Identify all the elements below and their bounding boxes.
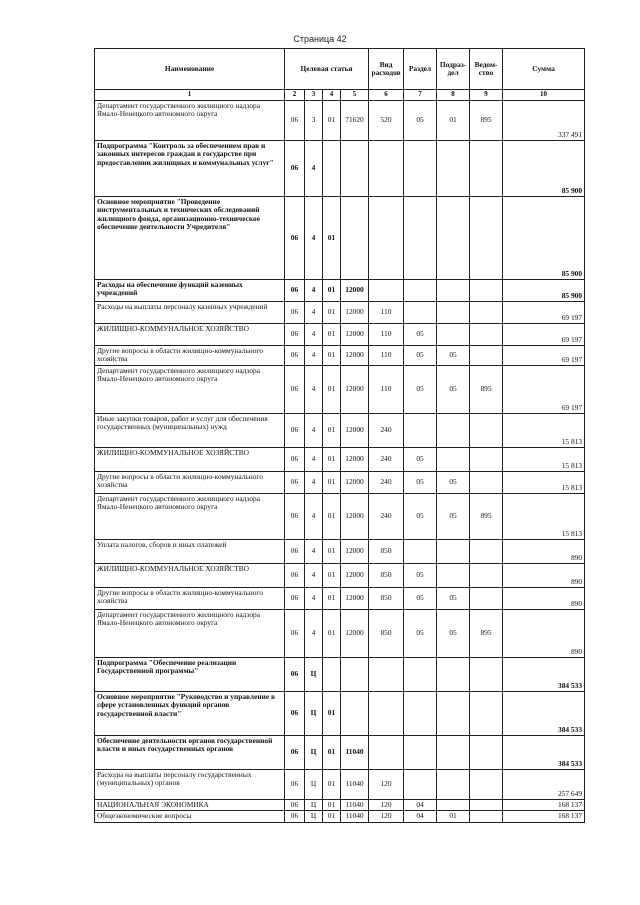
target-article-part-4: 12000 [341, 588, 369, 610]
row-sum: 15 813 [503, 414, 585, 448]
expense-type-code: 240 [369, 414, 404, 448]
department-code [470, 280, 503, 302]
target-article-part-4: 12000 [341, 280, 369, 302]
table-row [95, 736, 585, 770]
target-article-part-2: 4 [305, 324, 323, 346]
target-article-part-1: 06 [285, 346, 305, 366]
target-article-part-1: 06 [285, 472, 305, 494]
section-code: 04 [404, 800, 437, 811]
column-number: 6 [369, 90, 404, 101]
target-article-part-4: 11040 [341, 811, 369, 822]
target-article-part-2: 4 [305, 346, 323, 366]
target-article-part-4 [341, 658, 369, 692]
section-code: 05 [404, 346, 437, 366]
row-sum: 384 533 [503, 736, 585, 770]
target-article-part-3: 01 [323, 540, 341, 564]
target-article-part-1: 06 [285, 692, 305, 736]
row-sum: 85 900 [503, 197, 585, 280]
target-article-part-2: 4 [305, 280, 323, 302]
expense-type-code: 120 [369, 811, 404, 822]
department-code [470, 197, 503, 280]
section-code: 05 [404, 610, 437, 658]
target-article-part-1: 06 [285, 811, 305, 822]
section-code: 05 [404, 588, 437, 610]
subsection-code [437, 540, 470, 564]
row-name: Расходы на обеспечение функций казенных учреждений [95, 280, 285, 302]
expense-type-code [369, 736, 404, 770]
table-row [95, 588, 585, 610]
section-code: 04 [404, 811, 437, 822]
target-article-part-4: 11040 [341, 800, 369, 811]
table-row [95, 414, 585, 448]
target-article-part-1: 06 [285, 280, 305, 302]
table-row [95, 811, 585, 822]
section-code [404, 692, 437, 736]
target-article-part-3: 01 [323, 610, 341, 658]
row-name: ЖИЛИЩНО-КОММУНАЛЬНОЕ ХОЗЯЙСТВО [95, 448, 285, 472]
row-name: Расходы на выплаты персоналу государственных (муниципальных) органов [95, 770, 285, 800]
row-name: Расходы на выплаты персоналу казенных учреждений [95, 302, 285, 324]
row-name: Департамент государственного жилищного надзора Ямало-Ненецкого автономного округа [95, 610, 285, 658]
subsection-code [437, 197, 470, 280]
expense-type-code: 120 [369, 800, 404, 811]
row-sum: 337 491 [503, 101, 585, 141]
subsection-code [437, 770, 470, 800]
target-article-part-3: 01 [323, 494, 341, 540]
target-article-part-2: Ц [305, 692, 323, 736]
target-article-part-2: 4 [305, 197, 323, 280]
target-article-part-4: 12000 [341, 564, 369, 588]
budget-table [94, 48, 585, 823]
section-code: 05 [404, 472, 437, 494]
subsection-code [437, 736, 470, 770]
target-article-part-3: 01 [323, 280, 341, 302]
row-sum: 890 [503, 564, 585, 588]
subsection-code: 05 [437, 346, 470, 366]
target-article-part-4: 12000 [341, 494, 369, 540]
target-article-part-1: 06 [285, 302, 305, 324]
subsection-code [437, 324, 470, 346]
table-row [95, 692, 585, 736]
subsection-code [437, 800, 470, 811]
department-code [470, 346, 503, 366]
target-article-part-3: 01 [323, 197, 341, 280]
row-sum: 384 533 [503, 692, 585, 736]
column-number-row [95, 90, 585, 101]
target-article-part-3: 01 [323, 588, 341, 610]
section-code: 05 [404, 564, 437, 588]
target-article-part-1: 06 [285, 540, 305, 564]
row-sum: 15 813 [503, 494, 585, 540]
department-code [470, 302, 503, 324]
target-article-part-2: Ц [305, 658, 323, 692]
target-article-part-4: 12000 [341, 610, 369, 658]
section-code [404, 540, 437, 564]
section-code: 05 [404, 101, 437, 141]
target-article-part-3: 01 [323, 770, 341, 800]
target-article-part-2: 4 [305, 588, 323, 610]
target-article-part-2: 4 [305, 472, 323, 494]
row-name: Общеэкономические вопросы [95, 811, 285, 822]
section-code: 05 [404, 494, 437, 540]
row-sum: 69 197 [503, 302, 585, 324]
row-name: Другие вопросы в области жилищно-коммунального хозяйства [95, 346, 285, 366]
row-name: ЖИЛИЩНО-КОММУНАЛЬНОЕ ХОЗЯЙСТВО [95, 324, 285, 346]
section-code: 05 [404, 448, 437, 472]
table-row [95, 448, 585, 472]
department-code [470, 588, 503, 610]
target-article-part-1: 06 [285, 658, 305, 692]
table-row [95, 494, 585, 540]
target-article-part-2: 4 [305, 610, 323, 658]
row-sum: 85 900 [503, 141, 585, 197]
row-name: НАЦИОНАЛЬНАЯ ЭКОНОМИКА [95, 800, 285, 811]
target-article-part-3: 01 [323, 736, 341, 770]
row-sum: 890 [503, 540, 585, 564]
section-code [404, 302, 437, 324]
row-name: Иные закупки товаров, работ и услуг для обеспечения государственных (муниципальных) нужд [95, 414, 285, 448]
row-sum: 168 137 [503, 811, 585, 822]
row-name: Департамент государственного жилищного надзора Ямало-Ненецкого автономного округа [95, 366, 285, 414]
department-code [470, 811, 503, 822]
subsection-code: 05 [437, 366, 470, 414]
table-row [95, 101, 585, 141]
row-name: Департамент государственного жилищного надзора Ямало-Ненецкого автономного округа [95, 101, 285, 141]
header-subsection: Подраз-дел [437, 49, 470, 90]
target-article-part-4: 12000 [341, 414, 369, 448]
target-article-part-3 [323, 141, 341, 197]
department-code [470, 800, 503, 811]
expense-type-code: 520 [369, 101, 404, 141]
expense-type-code: 850 [369, 540, 404, 564]
department-code: 895 [470, 494, 503, 540]
row-sum: 69 197 [503, 324, 585, 346]
expense-type-code: 240 [369, 472, 404, 494]
target-article-part-2: Ц [305, 811, 323, 822]
target-article-part-4: 71620 [341, 101, 369, 141]
column-number: 10 [503, 90, 585, 101]
header-target-article: Целевая статья [285, 49, 369, 90]
department-code [470, 141, 503, 197]
target-article-part-1: 06 [285, 414, 305, 448]
table-row [95, 366, 585, 414]
section-code [404, 414, 437, 448]
target-article-part-1: 06 [285, 770, 305, 800]
column-number: 3 [305, 90, 323, 101]
header-name: Наименование [95, 49, 285, 90]
header-section: Раздел [404, 49, 437, 90]
expense-type-code [369, 658, 404, 692]
target-article-part-4: 12000 [341, 324, 369, 346]
column-number: 2 [285, 90, 305, 101]
department-code [470, 770, 503, 800]
expense-type-code [369, 197, 404, 280]
target-article-part-3: 01 [323, 324, 341, 346]
department-code: 895 [470, 101, 503, 141]
section-code [404, 658, 437, 692]
table-row [95, 141, 585, 197]
expense-type-code: 240 [369, 494, 404, 540]
subsection-code [437, 141, 470, 197]
subsection-code [437, 692, 470, 736]
column-number: 9 [470, 90, 503, 101]
target-article-part-1: 06 [285, 324, 305, 346]
header-expense-type: Вид расходов [369, 49, 404, 90]
target-article-part-4: 11040 [341, 736, 369, 770]
target-article-part-2: Ц [305, 800, 323, 811]
target-article-part-2: Ц [305, 770, 323, 800]
expense-type-code: 110 [369, 302, 404, 324]
header-department: Ведом-ство [470, 49, 503, 90]
subsection-code: 05 [437, 494, 470, 540]
target-article-part-3: 01 [323, 366, 341, 414]
table-body [95, 101, 585, 823]
row-sum: 69 197 [503, 346, 585, 366]
row-sum: 168 137 [503, 800, 585, 811]
department-code [470, 324, 503, 346]
target-article-part-3: 01 [323, 414, 341, 448]
row-name: Подпрограмма "Контроль за обеспечением прав и законных интересов граждан в государстве при предоставлении жилищных и коммунальных услуг" [95, 141, 285, 197]
row-name: Другие вопросы в области жилищно-коммунального хозяйства [95, 588, 285, 610]
subsection-code: 01 [437, 101, 470, 141]
subsection-code [437, 448, 470, 472]
target-article-part-2: 4 [305, 494, 323, 540]
row-sum: 890 [503, 588, 585, 610]
target-article-part-4: 12000 [341, 448, 369, 472]
department-code: 895 [470, 366, 503, 414]
column-number: 1 [95, 90, 285, 101]
expense-type-code [369, 280, 404, 302]
column-number: 8 [437, 90, 470, 101]
expense-type-code [369, 141, 404, 197]
target-article-part-2: 4 [305, 448, 323, 472]
table-row [95, 324, 585, 346]
table-row [95, 770, 585, 800]
row-name: Основное мероприятие "Руководство и управление в сфере установленных функций органов государственной власти" [95, 692, 285, 736]
row-sum: 15 813 [503, 472, 585, 494]
department-code: 895 [470, 610, 503, 658]
target-article-part-2: 4 [305, 414, 323, 448]
department-code [470, 736, 503, 770]
table-row [95, 540, 585, 564]
target-article-part-4: 12000 [341, 366, 369, 414]
target-article-part-3: 01 [323, 101, 341, 141]
row-sum: 384 533 [503, 658, 585, 692]
subsection-code [437, 302, 470, 324]
target-article-part-2: Ц [305, 736, 323, 770]
target-article-part-3: 01 [323, 472, 341, 494]
department-code [470, 692, 503, 736]
section-code: 05 [404, 366, 437, 414]
row-name: Подпрограмма "Обеспечение реализации Государственной программы" [95, 658, 285, 692]
target-article-part-3: 01 [323, 346, 341, 366]
expense-type-code: 110 [369, 346, 404, 366]
row-sum: 257 649 [503, 770, 585, 800]
target-article-part-4 [341, 141, 369, 197]
target-article-part-4 [341, 692, 369, 736]
table-row [95, 302, 585, 324]
department-code [470, 658, 503, 692]
header-sum: Сумма [503, 49, 585, 90]
target-article-part-3: 01 [323, 564, 341, 588]
target-article-part-1: 06 [285, 800, 305, 811]
department-code [470, 564, 503, 588]
target-article-part-1: 06 [285, 588, 305, 610]
column-number: 7 [404, 90, 437, 101]
target-article-part-3: 01 [323, 302, 341, 324]
target-article-part-2: 4 [305, 141, 323, 197]
target-article-part-3: 01 [323, 692, 341, 736]
row-sum: 69 197 [503, 366, 585, 414]
expense-type-code [369, 692, 404, 736]
subsection-code: 05 [437, 588, 470, 610]
expense-type-code: 240 [369, 448, 404, 472]
target-article-part-1: 06 [285, 366, 305, 414]
subsection-code: 05 [437, 472, 470, 494]
table-row [95, 658, 585, 692]
section-code [404, 770, 437, 800]
target-article-part-3: 01 [323, 800, 341, 811]
target-article-part-1: 06 [285, 141, 305, 197]
subsection-code [437, 280, 470, 302]
department-code [470, 540, 503, 564]
row-name: Департамент государственного жилищного надзора Ямало-Ненецкого автономного округа [95, 494, 285, 540]
expense-type-code: 110 [369, 366, 404, 414]
department-code [470, 472, 503, 494]
expense-type-code: 850 [369, 564, 404, 588]
row-sum: 85 900 [503, 280, 585, 302]
section-code: 05 [404, 324, 437, 346]
target-article-part-2: 4 [305, 302, 323, 324]
row-sum: 15 813 [503, 448, 585, 472]
target-article-part-4: 12000 [341, 540, 369, 564]
section-code [404, 280, 437, 302]
department-code [470, 448, 503, 472]
row-name: Основное мероприятие "Проведение инструментальных и технических обследований жилищного фонда, организационно-техническое обеспечение деятельности Учредителя" [95, 197, 285, 280]
target-article-part-3 [323, 658, 341, 692]
table-row [95, 800, 585, 811]
table-row [95, 197, 585, 280]
target-article-part-1: 06 [285, 448, 305, 472]
target-article-part-1: 06 [285, 197, 305, 280]
target-article-part-3: 01 [323, 811, 341, 822]
target-article-part-4 [341, 197, 369, 280]
target-article-part-4: 12000 [341, 302, 369, 324]
expense-type-code: 850 [369, 610, 404, 658]
row-name: Уплата налогов, сборов и иных платежей [95, 540, 285, 564]
row-sum: 890 [503, 610, 585, 658]
table-row [95, 346, 585, 366]
department-code [470, 414, 503, 448]
table-row [95, 610, 585, 658]
target-article-part-4: 12000 [341, 472, 369, 494]
target-article-part-2: 3 [305, 101, 323, 141]
expense-type-code: 850 [369, 588, 404, 610]
target-article-part-4: 11040 [341, 770, 369, 800]
target-article-part-1: 06 [285, 494, 305, 540]
subsection-code [437, 564, 470, 588]
expense-type-code: 110 [369, 324, 404, 346]
row-name: Другие вопросы в области жилищно-коммунального хозяйства [95, 472, 285, 494]
column-number: 4 [323, 90, 341, 101]
section-code [404, 197, 437, 280]
subsection-code [437, 414, 470, 448]
row-name: Обеспечение деятельности органов государственной власти и иных государственных органов [95, 736, 285, 770]
subsection-code [437, 658, 470, 692]
target-article-part-1: 06 [285, 101, 305, 141]
page-label: Страница 42 [293, 34, 347, 44]
target-article-part-3: 01 [323, 448, 341, 472]
section-code [404, 141, 437, 197]
section-code [404, 736, 437, 770]
expense-type-code: 120 [369, 770, 404, 800]
subsection-code: 05 [437, 610, 470, 658]
target-article-part-2: 4 [305, 540, 323, 564]
target-article-part-1: 06 [285, 736, 305, 770]
column-number: 5 [341, 90, 369, 101]
target-article-part-4: 12000 [341, 346, 369, 366]
table-row [95, 564, 585, 588]
table-row [95, 472, 585, 494]
target-article-part-2: 4 [305, 366, 323, 414]
table-row [95, 280, 585, 302]
target-article-part-1: 06 [285, 564, 305, 588]
row-name: ЖИЛИЩНО-КОММУНАЛЬНОЕ ХОЗЯЙСТВО [95, 564, 285, 588]
subsection-code: 01 [437, 811, 470, 822]
target-article-part-1: 06 [285, 610, 305, 658]
target-article-part-2: 4 [305, 564, 323, 588]
header-row [95, 49, 585, 90]
